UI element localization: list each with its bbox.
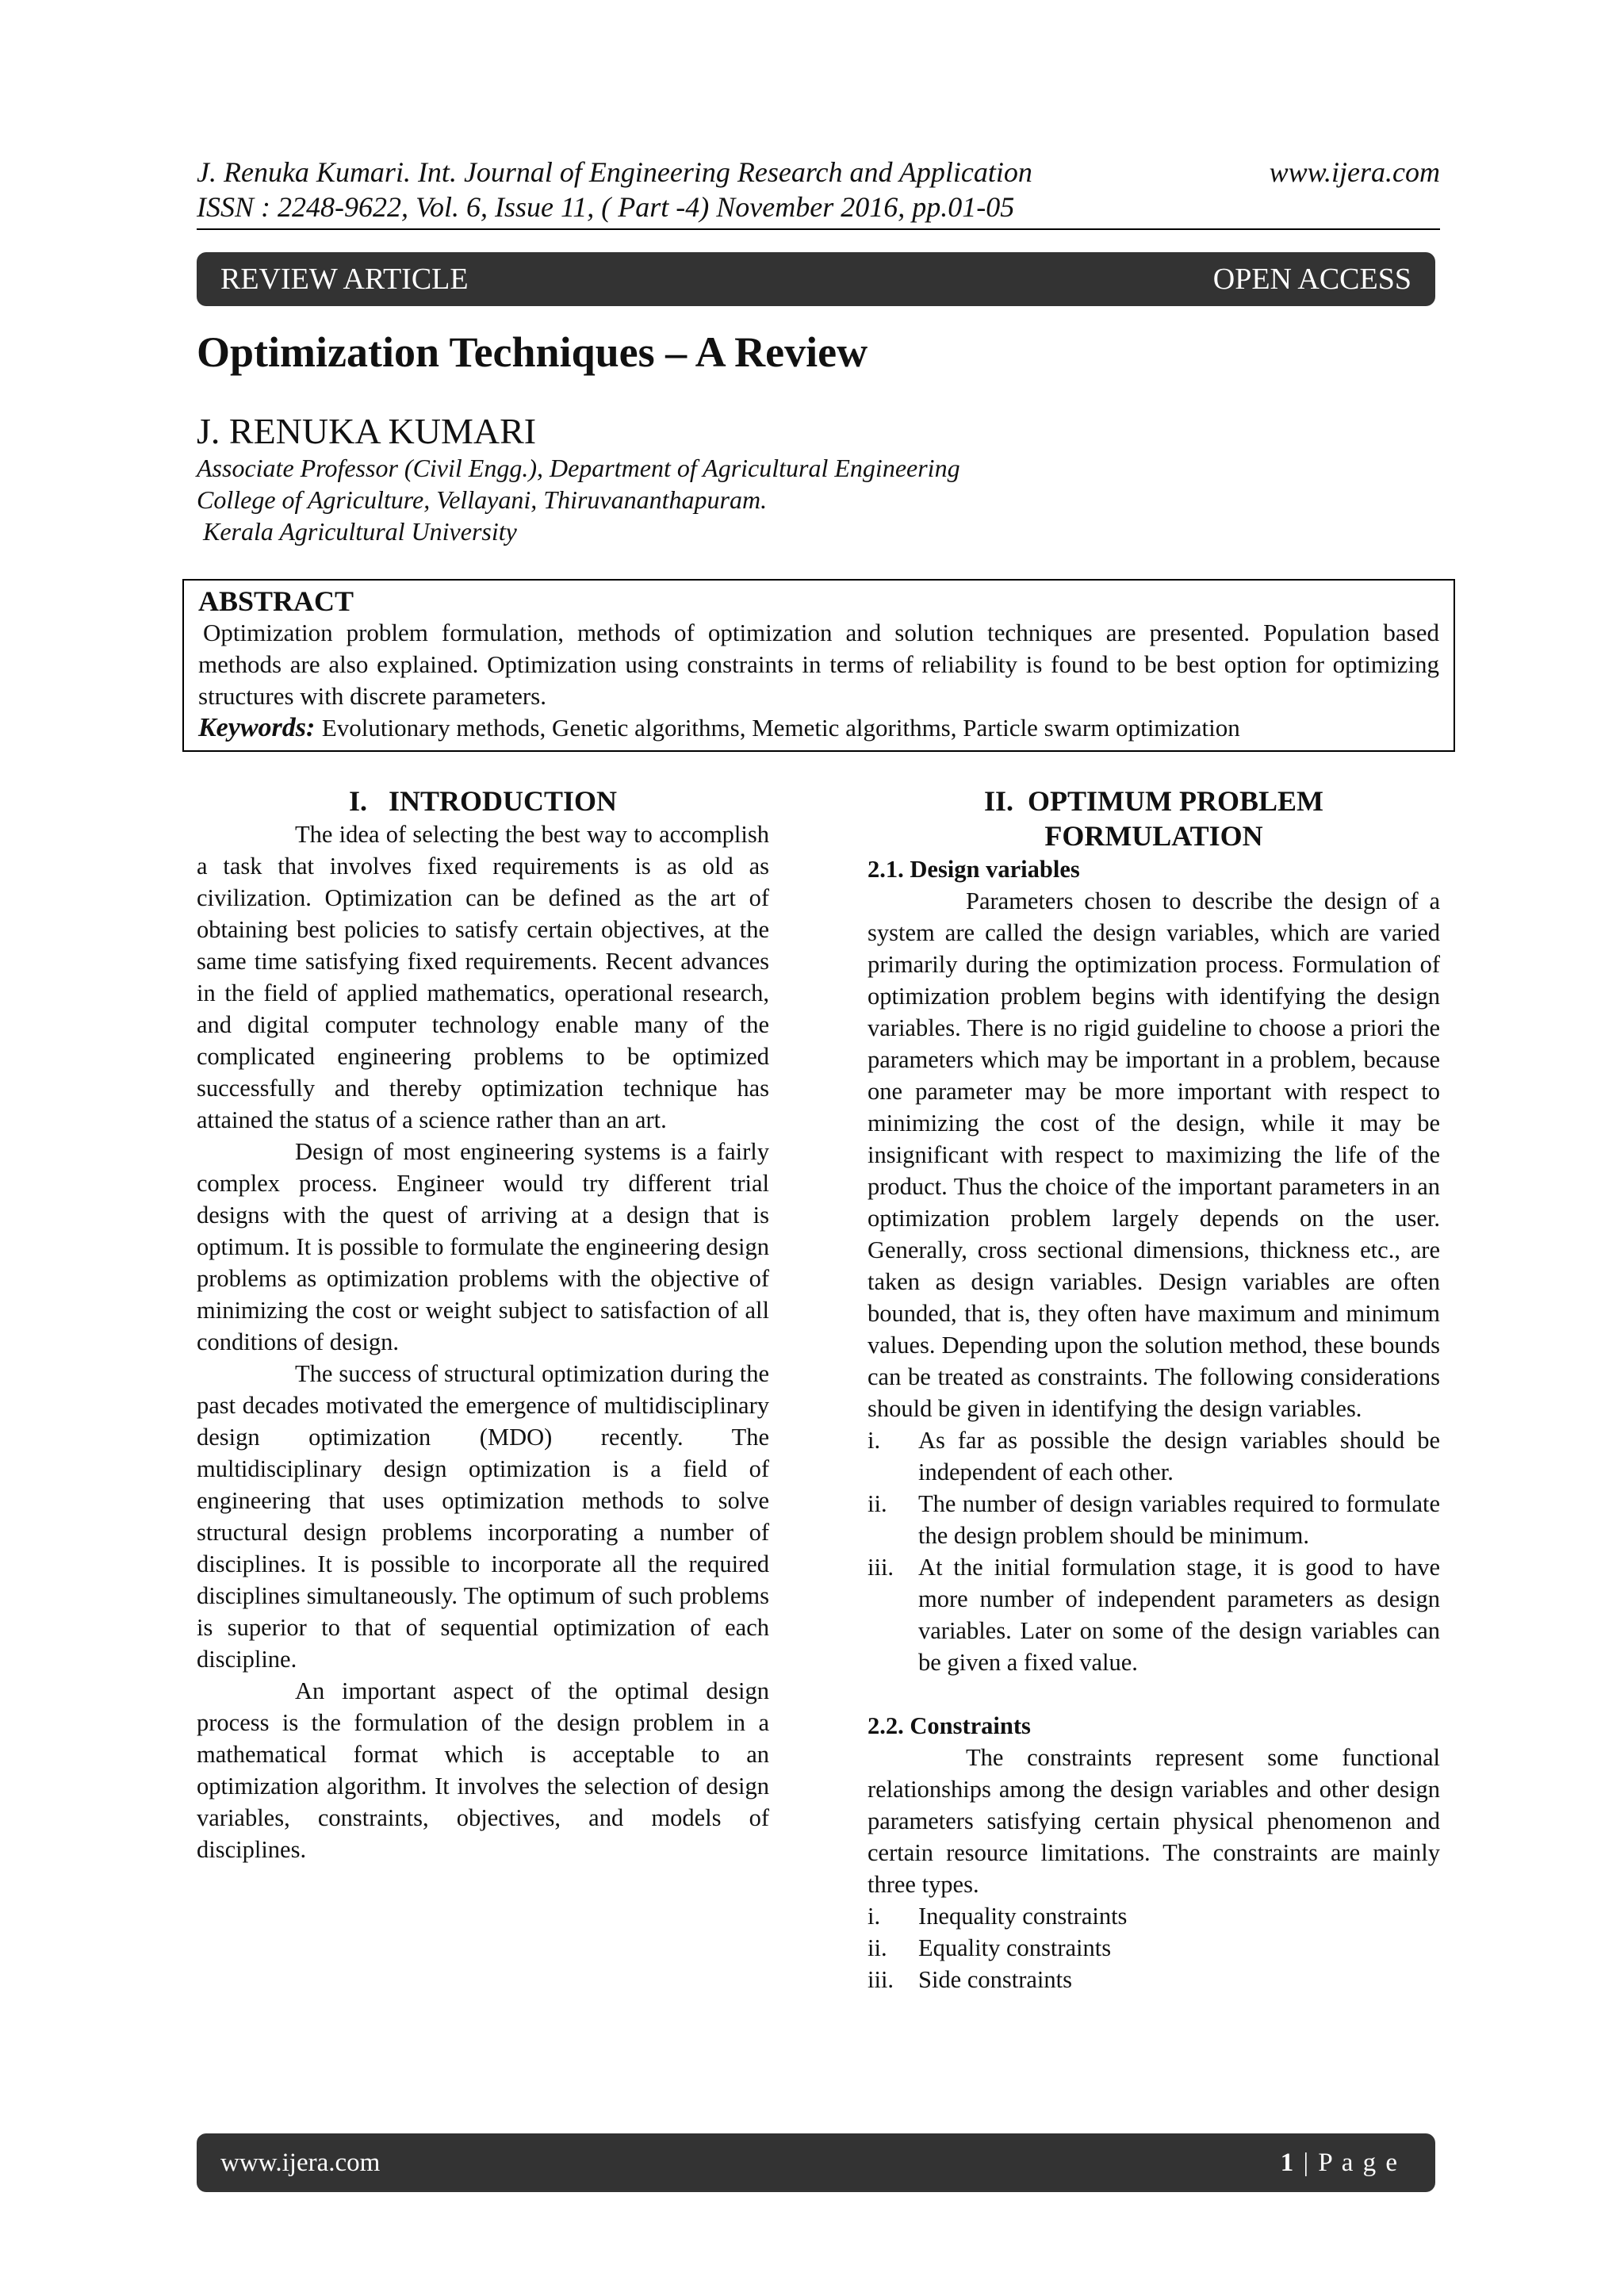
page-indicator	[1281, 2133, 1399, 2192]
list-item: iii. At the initial formulation stage, it is good to have more number of independent parameters as design variables. Later on some of the design variables can be given a fixed value.	[868, 1554, 1440, 1676]
left-column	[197, 784, 769, 1865]
open-access-label: OPEN ACCESS	[1212, 263, 1411, 296]
affiliation-line: College of Agriculture, Vellayani, Thiruvananthapuram.	[197, 485, 768, 514]
right-column	[868, 784, 1440, 1995]
affiliation-line: Associate Professor (Civil Engg.), Department of Agricultural Engineering	[197, 454, 960, 482]
author-affiliation	[197, 452, 960, 547]
list-item: i. As far as possible the design variables should be independent of each other.	[868, 1427, 1440, 1485]
page-footer	[197, 2133, 1435, 2192]
list-item: ii. The number of design variables required to formulate the design problem should be minimum.	[868, 1490, 1440, 1549]
abstract-text: Optimization problem formulation, methods of optimization and solution techniques are presented. Population based methods are also explained. Optimization using constraints in terms of reliability is found to be best option for optimizing structures with discrete parameters.	[198, 619, 1439, 710]
author-name: J. RENUKA KUMARI	[197, 411, 537, 451]
subsection-heading-design-variables: 2.1. Design variables	[868, 856, 1080, 883]
list-item: ii. Equality constraints	[868, 1934, 1112, 1961]
header-rule	[197, 228, 1440, 230]
design-variables-paragraph: Parameters chosen to describe the design of a system are called the design variables, which are varied primarily during the optimization process. Formulation of optimization problem begins with identifying the design variables. There is no rigid guideline to choose a priori the parameters which may be important in a problem, because one parameter may be more important with respect to minimizing the cost of the design, while it may be insignificant with respect to maximizing the life of the product. Thus the choice of the important parameters in an optimization problem largely depends on the user. Generally, cross sectional dimensions, thickness etc., are taken as design variables. Design variables are often bounded, that is, they often have maximum and minimum values. Depending upon the solution method, these bounds can be treated as constraints. The following considerations should be given in identifying the design variables.	[868, 887, 1440, 1422]
abstract-heading: ABSTRACT	[198, 585, 354, 617]
intro-paragraph: The idea of selecting the best way to accomplish a task that involves fixed requirements is as old as civilization. Optimization can be defined as the art of obtaining best policies to satisfy certain objectives, at the same time satisfying fixed requirements. Recent advances in the field of applied mathematics, operational research, and digital computer technology enable many of the complicated engineering problems to be optimized successfully and thereby optimization technique has attained the status of a science rather than an art.	[197, 821, 769, 1133]
page-label: | P a g e	[1295, 2148, 1399, 2177]
intro-paragraph: The success of structural optimization during the past decades motivated the emergence of multidisciplinary design optimization (MDO) recently. The multidisciplinary design optimization is a field of engineering that uses optimization methods to solve structural design problems incorporating a number of disciplines. It is possible to incorporate all the required disciplines simultaneously. The optimum of such problems is superior to that of sequential optimization of each discipline.	[197, 1360, 769, 1673]
subsection-heading-constraints: 2.2. Constraints	[868, 1712, 1031, 1739]
journal-line: J. Renuka Kumari. Int. Journal of Engineering Research and Application	[197, 156, 1032, 188]
section-heading-introduction: I. INTRODUCTION	[348, 785, 618, 817]
keywords-text: Evolutionary methods, Genetic algorithms, Memetic algorithms, Particle swarm optimization	[321, 714, 1240, 742]
footer-website-link[interactable]: www.ijera.com	[220, 2148, 381, 2177]
page-number: 1	[1280, 2148, 1296, 2177]
constraints-list	[868, 1900, 1440, 1995]
keywords-label: Keywords	[198, 713, 306, 742]
section-heading-problem-formulation-line2: FORMULATION	[1044, 820, 1263, 852]
constraints-paragraph: The constraints represent some functional relationships among the design variables and other design parameters satisfying certain physical phenomenon and certain resource limitations. The constraints are mainly three types.	[868, 1744, 1440, 1898]
issn-line: ISSN : 2248-9622, Vol. 6, Issue 11, ( Part -4) November 2016, pp.01-05	[197, 191, 1015, 223]
paper-title: Optimization Techniques – A Review	[197, 328, 868, 376]
design-variables-list	[868, 1424, 1440, 1678]
review-article-label: REVIEW ARTICLE	[220, 263, 469, 296]
keywords-line: Keywords: Evolutionary methods, Genetic algorithms, Memetic algorithms, Particle swarm optimization	[198, 713, 1240, 742]
article-type-banner	[197, 252, 1435, 306]
list-item: iii. Side constraints	[868, 1966, 1072, 1993]
journal-website[interactable]: www.ijera.com	[1269, 156, 1440, 188]
intro-paragraph: An important aspect of the optimal design process is the formulation of the design problem in a mathematical format which is acceptable to an optimization algorithm. It involves the selection of design variables, constraints, objectives, and models of disciplines.	[197, 1677, 769, 1863]
abstract-box	[182, 579, 1455, 752]
section-heading-problem-formulation: II. OPTIMUM PROBLEM	[984, 785, 1323, 817]
list-item: i. Inequality constraints	[868, 1903, 1128, 1930]
intro-paragraph: Design of most engineering systems is a fairly complex process. Engineer would try different trial designs with the quest of arriving at a design that is optimum. It is possible to formulate the engineering design problems as optimization problems with the objective of minimizing the cost or weight subject to satisfaction of all conditions of design.	[197, 1138, 769, 1355]
affiliation-line: Kerala Agricultural University	[197, 517, 517, 546]
